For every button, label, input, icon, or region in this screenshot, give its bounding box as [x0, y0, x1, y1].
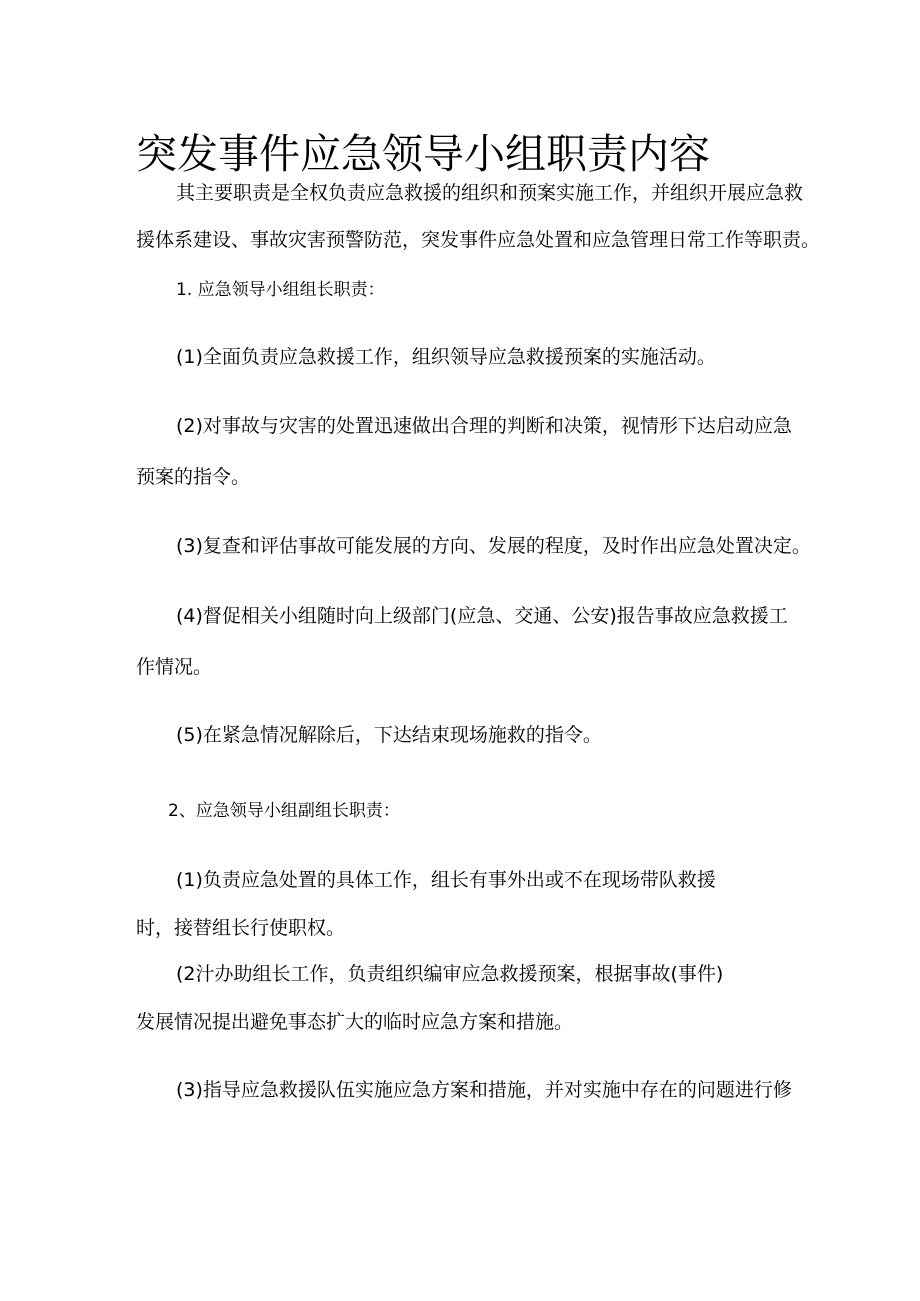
section1-item-1: (1)全面负责应急救援工作，组织领导应急救援预案的实施活动。 [176, 346, 716, 368]
section1-item-4-line-1: (4)督促相关小组随时向上级部门(应急、交通、公安)报告事故应急救援工 [176, 605, 788, 627]
intro-line-2: 援体系建设、事故灾害预警防范，突发事件应急处置和应急管理日常工作等职责。 [136, 229, 821, 251]
section1-item-5: (5)在紧急情况解除后，下达结束现场施救的指令。 [176, 724, 602, 746]
section2-item-1-line-1: (1)负责应急处置的具体工作，组长有事外出或不在现场带队救援 [176, 869, 716, 891]
intro-line-1: 其主要职责是全权负责应急救援的组织和预案实施工作，并组织开展应急救 [176, 182, 804, 204]
section1-item-3: (3)复查和评估事故可能发展的方向、发展的程度，及时作出应急处置决定。 [176, 535, 811, 557]
section2-item-2-line-2: 发展情况提出避免事态扩大的临时应急方案和措施。 [136, 1011, 574, 1033]
section1-item-4-line-2: 作情况。 [136, 656, 213, 678]
section1-item-2-line-2: 预案的指令。 [136, 466, 251, 488]
section2-item-2-line-1: (2汁办助组长工作，负责组织编审应急救援预案，根据事故(事件) [176, 963, 724, 985]
section1-item-2-line-1: (2)对事故与灾害的处置迅速做出合理的判断和决策，视情形下达启动应急 [176, 415, 792, 437]
section2-heading: 2、应急领导小组副组长职责： [168, 801, 400, 821]
document-title: 突发事件应急领导小组职责内容 [136, 130, 710, 178]
section1-heading: 1. 应急领导小组组长职责： [176, 280, 385, 300]
section2-item-3-line-1: (3)指导应急救援队伍实施应急方案和措施，并对实施中存在的问题进行修 [176, 1079, 792, 1101]
section2-item-1-line-2: 时，接替组长行使职权。 [136, 917, 346, 939]
